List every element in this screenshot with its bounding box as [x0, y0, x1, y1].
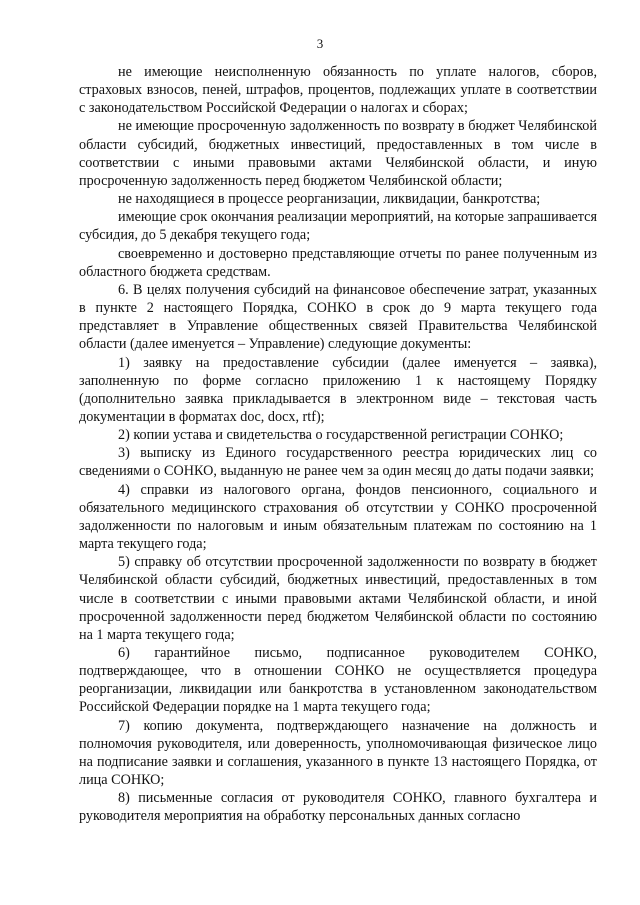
- list-item-1-application: 1) заявку на предоставление субсидии (далее именуется – заявка), заполненную по форме согласно приложению 1 к настоящему Порядку (дополнительно заявка прикладывается в электронном виде – текстовая часть документации в форматах doc, docx, rtf);: [79, 354, 597, 425]
- list-item-7-authority-document: 7) копию документа, подтверждающего назначение на должность и полномочия руководителя, или доверенность, уполномочивающая физическое лицо на подписание заявки и соглашения, указанного в пункте 13 настоящего Порядка, от лица СОНКО;: [79, 717, 597, 789]
- list-item-8-consents: 8) письменные согласия от руководителя СОНКО, главного бухгалтера и руководителя мероприятия на обработку персональных данных согласно: [79, 790, 597, 825]
- list-item-6-guarantee-letter: 6) гарантийное письмо, подписанное руководителем СОНКО, подтверждающее, что в отношении СОНКО не осуществляется процедура реорганизации, ликвидации или банкротства в установленном законодательством Российской Федерации порядке на 1 марта текущего года;: [79, 645, 597, 716]
- document-body: [79, 63, 597, 826]
- paragraph-requirement-no-tax-debt: не имеющие неисполненную обязанность по уплате налогов, сборов, страховых взносов, пеней, штрафов, процентов, подлежащих уплате в соответствии с законодательством Российской Федерации о налогах и сборах;: [79, 64, 597, 117]
- paragraph-requirement-no-liquidation: не находящиеся в процессе реорганизации, ликвидации, банкротства;: [118, 191, 541, 208]
- list-item-2-charter-copies: 2) копии устава и свидетельства о государственной регистрации СОНКО;: [118, 427, 564, 444]
- list-item-5-debt-certificate: 5) справку об отсутствии просроченной задолженности по возврату в бюджет Челябинской области субсидий, бюджетных инвестиций, предоставленных в том числе в соответствии с иными правовыми актами Челябинской области, и иной просроченной задолженности перед бюджетом Челябинской области по состоянию на 1 марта текущего года;: [79, 554, 597, 643]
- paragraph-requirement-reports: своевременно и достоверно представляющие отчеты по ранее полученным из областного бюджета средствам.: [79, 245, 597, 280]
- paragraph-requirement-deadline: имеющие срок окончания реализации мероприятий, на которые запрашивается субсидия, до 5 декабря текущего года;: [79, 209, 597, 244]
- paragraph-requirement-no-budget-debt: не имеющие просроченную задолженность по возврату в бюджет Челябинской области субсидий, бюджетных инвестиций, предоставленных в том числе в соответствии с иными правовыми актами Челябинской области, и иную просроченную задолженность перед бюджетом Челябинской области;: [79, 118, 597, 189]
- list-item-4-tax-certificates: 4) справки из налогового органа, фондов пенсионного, социального и обязательного медицинского страхования об отсутствии у СОНКО просроченной задолженности по налоговым и иным обязательным платежам по состоянию на 1 марта текущего года;: [79, 481, 597, 553]
- page-number: 3: [316, 36, 324, 51]
- list-item-3-registry-extract: 3) выписку из Единого государственного реестра юридических лиц со сведениями о СОНКО, выданную не ранее чем за один месяц до даты подачи заявки;: [79, 445, 597, 480]
- paragraph-clause-6: 6. В целях получения субсидий на финансовое обеспечение затрат, указанных в пункте 2 настоящего Порядка, СОНКО в срок до 9 марта текущего года представляет в Управление общественных связей Правительства Челябинской области (далее именуется – Управление) следующие документы:: [79, 281, 597, 353]
